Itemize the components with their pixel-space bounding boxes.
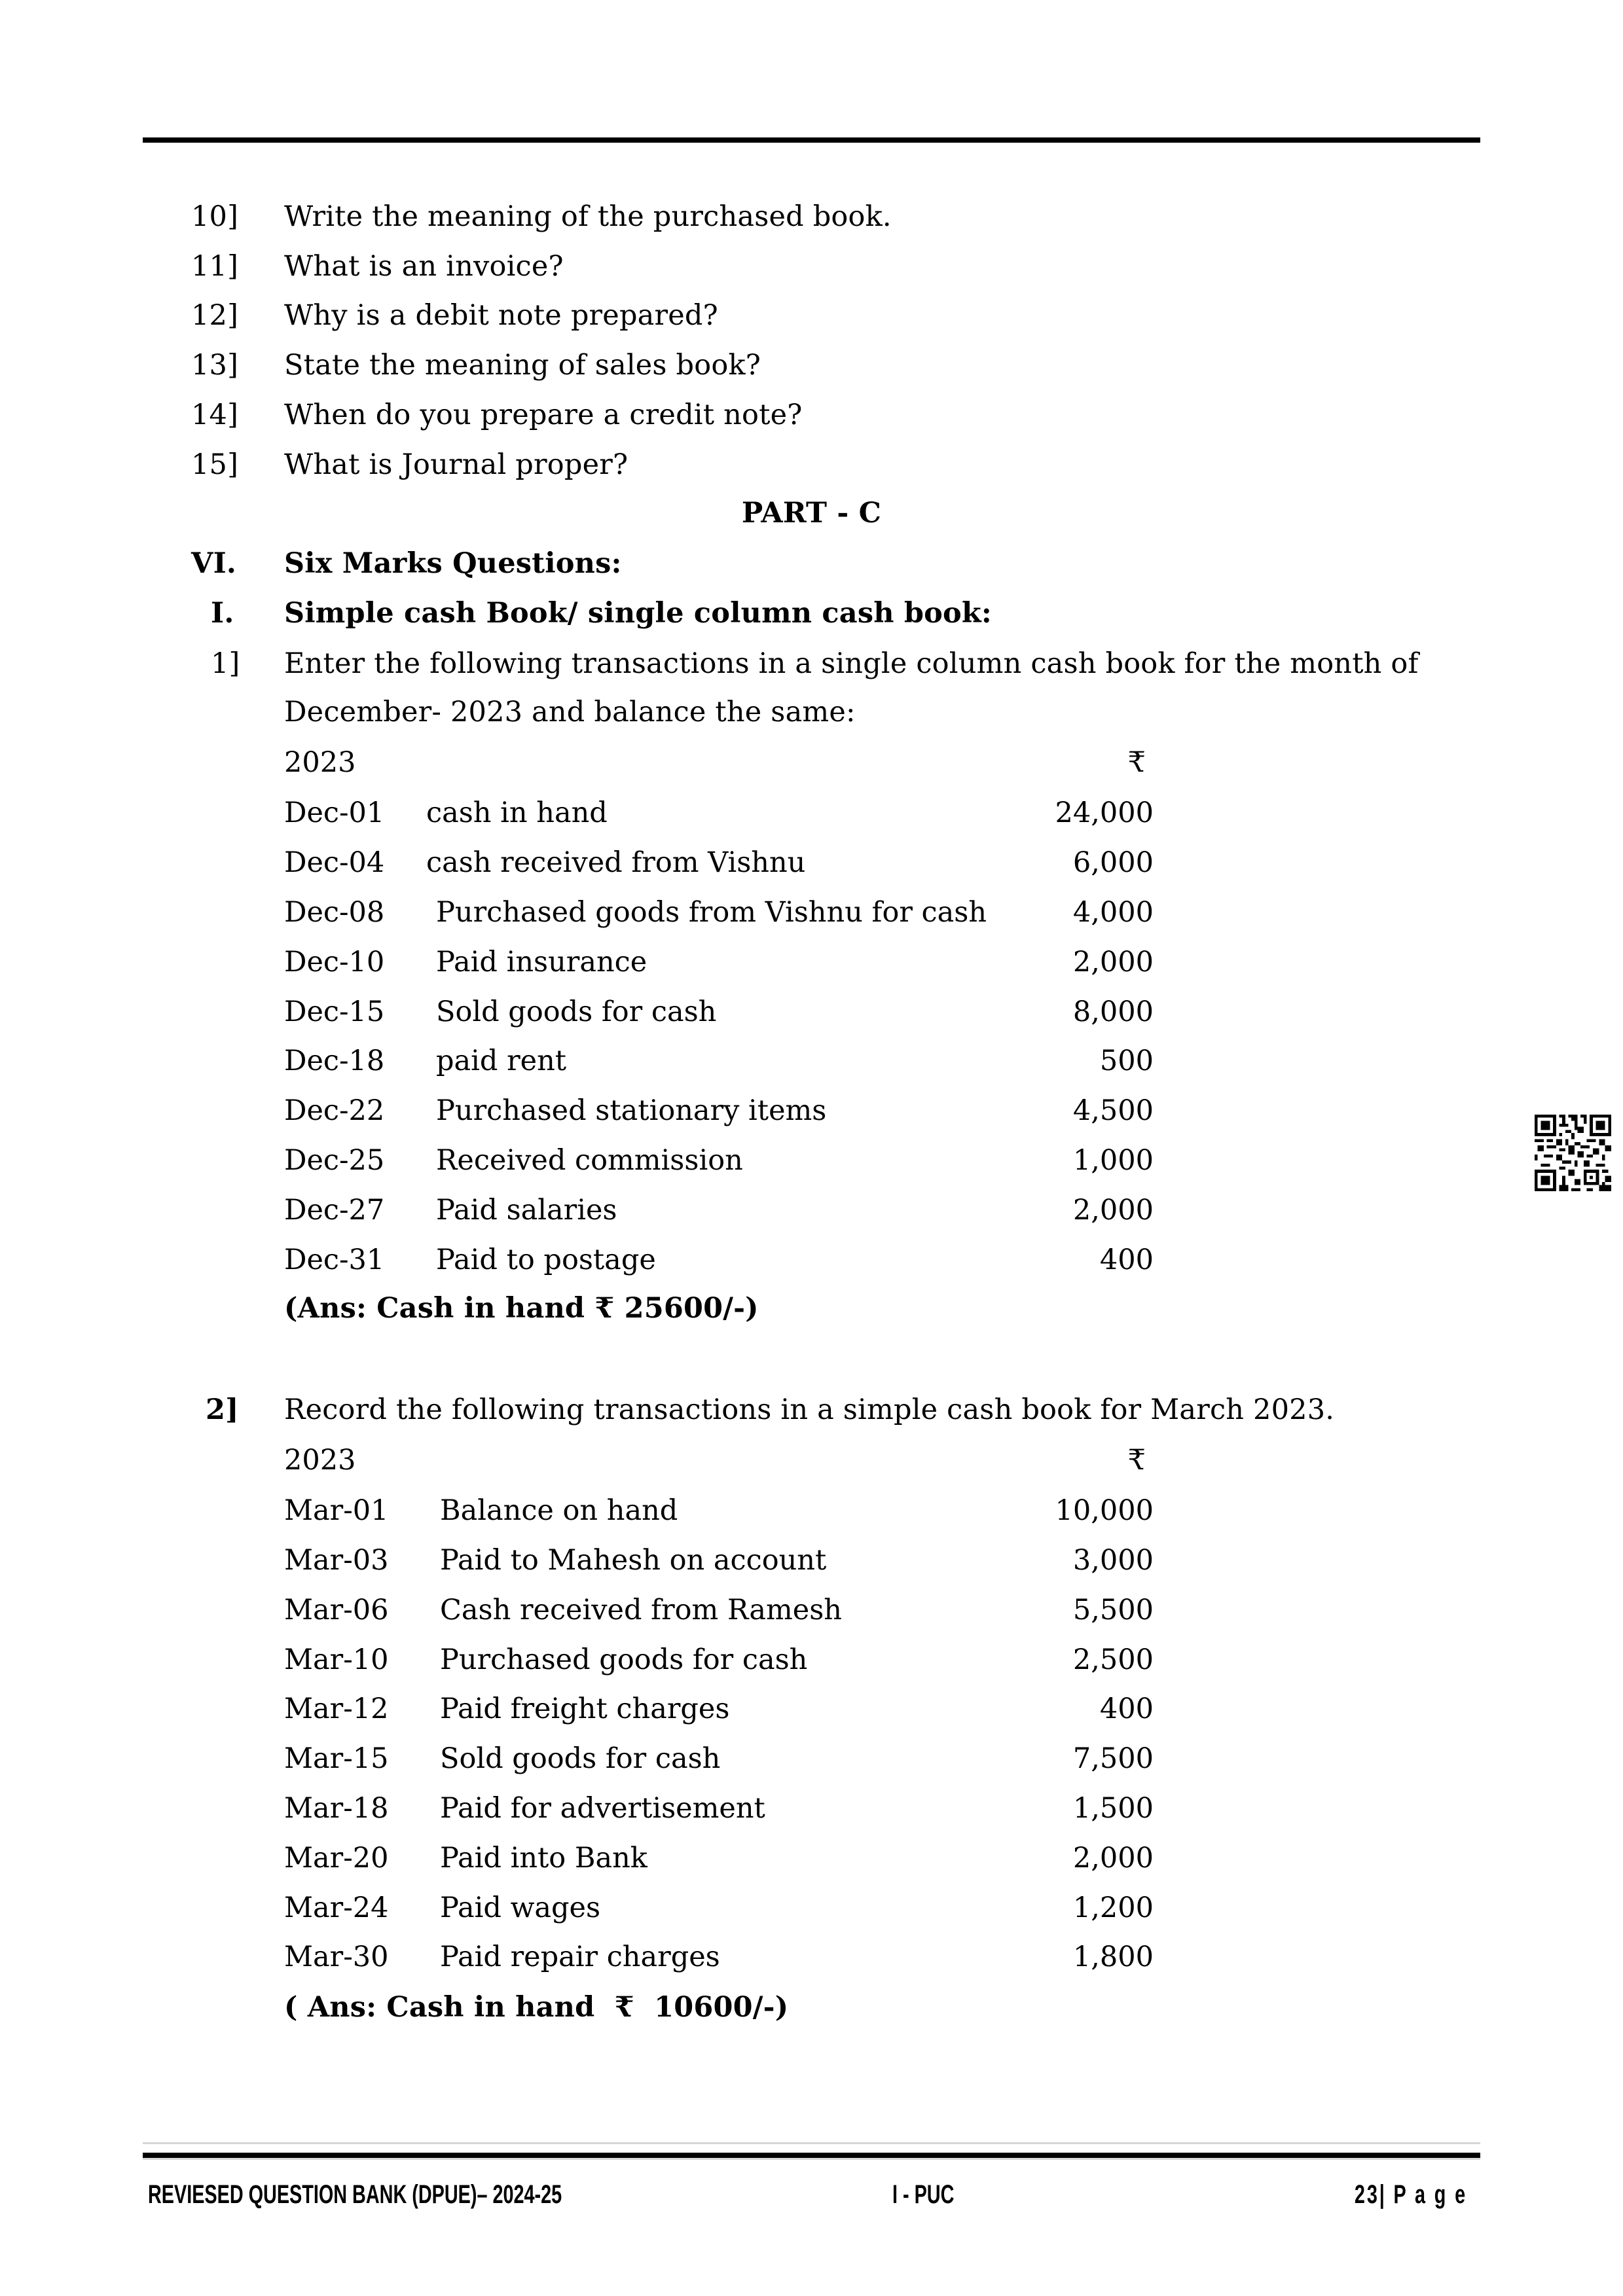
row-description: Paid into Bank xyxy=(440,1842,647,1874)
row-amount: 400 xyxy=(1099,1244,1154,1276)
year-label: 2023 xyxy=(284,746,356,779)
row-amount: 5,500 xyxy=(1072,1594,1154,1626)
row-description: Balance on hand xyxy=(440,1494,678,1527)
row-description: Sold goods for cash xyxy=(440,1742,721,1775)
problem-text: Record the following transactions in a simple cash book for March 2023. xyxy=(284,1393,1335,1426)
row-amount: 2,000 xyxy=(1072,946,1154,978)
row-date: Mar-12 xyxy=(284,1693,389,1725)
problem-1-statement-cont xyxy=(0,687,1623,737)
question-text: When do you prepare a credit note? xyxy=(284,399,803,431)
footer-rule-shadow xyxy=(143,2158,1480,2160)
section-heading xyxy=(0,539,1623,588)
row-amount: 2,000 xyxy=(1072,1194,1154,1227)
row-date: Mar-01 xyxy=(284,1494,389,1527)
row-date: Dec-22 xyxy=(284,1094,385,1127)
row-amount: 10,000 xyxy=(1055,1494,1154,1527)
row-description: cash in hand xyxy=(426,797,608,829)
footer-rule xyxy=(143,2153,1480,2158)
row-amount: 24,000 xyxy=(1055,797,1154,829)
problem-number: 1] xyxy=(211,647,240,680)
qr-code-icon xyxy=(1535,1115,1611,1191)
row-date: Dec-31 xyxy=(284,1244,385,1276)
question-number: 14] xyxy=(191,399,239,431)
row-date: Mar-10 xyxy=(284,1643,389,1676)
section-number: VI. xyxy=(191,547,237,580)
question-text: What is Journal proper? xyxy=(284,448,629,481)
problem-1-statement xyxy=(0,639,1623,689)
table-row xyxy=(0,1734,1154,1784)
problem-1-answer: (Ans: Cash in hand ₹ 25600/-) xyxy=(284,1292,759,1325)
page-number: 23 xyxy=(1354,2180,1379,2209)
row-amount: 2,500 xyxy=(1072,1643,1154,1676)
question-text: What is an invoice? xyxy=(284,250,564,283)
row-description: Paid to Mahesh on account xyxy=(440,1544,827,1577)
row-amount: 4,500 xyxy=(1072,1094,1154,1127)
row-date: Dec-01 xyxy=(284,797,385,829)
row-date: Mar-20 xyxy=(284,1842,389,1874)
problem-number: 2] xyxy=(206,1393,239,1426)
table-row xyxy=(0,937,1154,987)
question-number: 12] xyxy=(191,299,239,332)
row-amount: 500 xyxy=(1099,1045,1154,1077)
section-title: Six Marks Questions: xyxy=(284,547,622,580)
question-text: Write the meaning of the purchased book. xyxy=(284,200,892,233)
row-date: Dec-10 xyxy=(284,946,385,978)
question-number: 15] xyxy=(191,448,239,481)
row-date: Dec-04 xyxy=(284,846,385,879)
row-date: Mar-03 xyxy=(284,1544,389,1577)
table-row xyxy=(0,987,1154,1037)
row-description: Paid insurance xyxy=(436,946,647,978)
row-date: Dec-27 xyxy=(284,1194,385,1227)
question-item xyxy=(0,440,1623,490)
row-amount: 3,000 xyxy=(1072,1544,1154,1577)
problem-2-answer: ( Ans: Cash in hand ₹ 10600/-) xyxy=(284,1991,789,2024)
row-amount: 7,500 xyxy=(1072,1742,1154,1775)
table-row xyxy=(0,1932,1154,1982)
table-row xyxy=(0,888,1154,937)
table-row xyxy=(0,1086,1154,1136)
footer-class: I - PUC xyxy=(892,2180,955,2209)
page-label: | P a g e xyxy=(1379,2180,1467,2209)
table-row xyxy=(0,1535,1154,1585)
row-description: Sold goods for cash xyxy=(436,996,717,1028)
question-number: 13] xyxy=(191,349,239,382)
row-description: Paid freight charges xyxy=(440,1693,730,1725)
row-amount: 4,000 xyxy=(1072,896,1154,929)
question-item xyxy=(0,390,1623,440)
row-description: Paid repair charges xyxy=(440,1941,720,1973)
question-number: 10] xyxy=(191,200,239,233)
row-amount: 400 xyxy=(1099,1693,1154,1725)
row-date: Dec-15 xyxy=(284,996,385,1028)
table-row xyxy=(0,1185,1154,1235)
problem-text-line-2: December- 2023 and balance the same: xyxy=(284,696,856,728)
row-description: Purchased goods for cash xyxy=(440,1643,808,1676)
row-description: Purchased goods from Vishnu for cash xyxy=(436,896,987,929)
row-description: Cash received from Ramesh xyxy=(440,1594,842,1626)
row-date: Mar-24 xyxy=(284,1892,389,1924)
table-row xyxy=(0,1784,1154,1833)
row-description: Purchased stationary items xyxy=(436,1094,827,1127)
table-row xyxy=(0,1136,1154,1185)
table-row xyxy=(0,788,1154,838)
row-date: Mar-18 xyxy=(284,1792,389,1825)
row-description: Paid wages xyxy=(440,1892,601,1924)
subsection-heading xyxy=(0,588,1623,638)
row-date: Dec-08 xyxy=(284,896,385,929)
question-number: 11] xyxy=(191,250,239,283)
table-row xyxy=(0,1235,1154,1285)
year-label: 2023 xyxy=(284,1444,356,1477)
question-item xyxy=(0,340,1623,390)
row-description: cash received from Vishnu xyxy=(426,846,806,879)
table-row xyxy=(0,1883,1154,1933)
table-row xyxy=(0,1635,1154,1685)
row-amount: 1,800 xyxy=(1072,1941,1154,1973)
row-amount: 1,200 xyxy=(1072,1892,1154,1924)
question-item xyxy=(0,291,1623,340)
header-rule xyxy=(143,137,1480,143)
question-item xyxy=(0,242,1623,291)
row-date: Dec-25 xyxy=(284,1144,385,1177)
table-row xyxy=(0,1684,1154,1734)
subsection-number: I. xyxy=(211,597,234,630)
table-row xyxy=(0,1036,1154,1086)
footer-page xyxy=(1355,2172,1467,2217)
row-date: Dec-18 xyxy=(284,1045,385,1077)
table-header-row xyxy=(0,1435,1154,1485)
row-description: paid rent xyxy=(436,1045,567,1077)
problem-text-line-1: Enter the following transactions in a single column cash book for the month of xyxy=(284,647,1419,680)
part-title: PART - C xyxy=(741,497,882,529)
table-row xyxy=(0,838,1154,888)
row-description: Paid salaries xyxy=(436,1194,617,1227)
row-date: Mar-30 xyxy=(284,1941,389,1973)
row-description: Received commission xyxy=(436,1144,743,1177)
row-date: Mar-06 xyxy=(284,1594,389,1626)
footer-rule-thin xyxy=(143,2142,1480,2144)
row-amount: 6,000 xyxy=(1072,846,1154,879)
row-amount: 8,000 xyxy=(1072,996,1154,1028)
question-item xyxy=(0,192,1623,242)
row-description: Paid to postage xyxy=(436,1244,656,1276)
problem-2-statement xyxy=(0,1385,1623,1435)
rupee-icon: ₹ xyxy=(1127,1444,1146,1477)
question-text: Why is a debit note prepared? xyxy=(284,299,718,332)
row-date: Mar-15 xyxy=(284,1742,389,1775)
subsection-title: Simple cash Book/ single column cash book: xyxy=(284,597,992,630)
row-amount: 1,500 xyxy=(1072,1792,1154,1825)
row-amount: 1,000 xyxy=(1072,1144,1154,1177)
table-row xyxy=(0,1486,1154,1535)
question-text: State the meaning of sales book? xyxy=(284,349,761,382)
table-header-row xyxy=(0,738,1154,787)
row-description: Paid for advertisement xyxy=(440,1792,765,1825)
row-amount: 2,000 xyxy=(1072,1842,1154,1874)
rupee-icon: ₹ xyxy=(1127,746,1146,779)
table-row xyxy=(0,1585,1154,1635)
footer-title: REVIESED QUESTION BANK (DPUE)– 2024-25 xyxy=(148,2180,562,2209)
table-row xyxy=(0,1833,1154,1883)
